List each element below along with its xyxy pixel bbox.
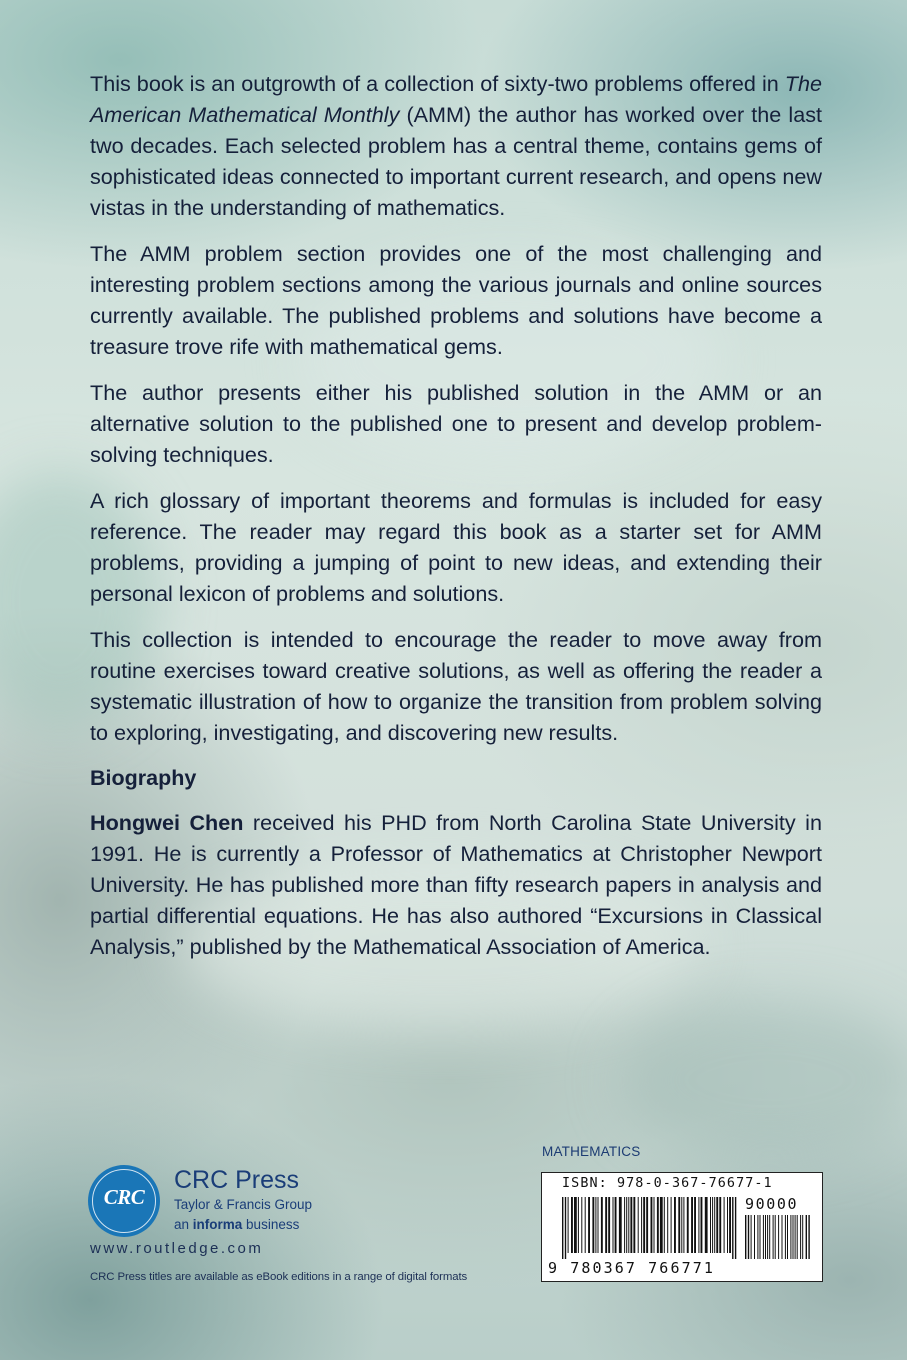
biography-heading: Biography — [90, 766, 197, 790]
journal-title: The American Mathematical Monthly — [90, 71, 822, 127]
barcode-bar — [701, 1197, 703, 1253]
author-name: Hongwei Chen — [90, 810, 244, 835]
description-paragraph: A rich glossary of important theorems and formulas is included for easy reference. The reader may regard this book as a starter set for AMM problems, providing a jumping of point to new ideas, and extending their personal lexicon of problems and solutions. — [90, 488, 822, 606]
barcode-bar — [683, 1197, 684, 1253]
barcode-bar — [806, 1215, 807, 1259]
barcode-bar — [641, 1197, 642, 1253]
description-paragraph — [90, 68, 822, 223]
description-text — [90, 68, 822, 977]
barcode-bar — [793, 1215, 794, 1259]
description-text-run: This book is an outgrowth of a collection of sixty-two problems offered in — [90, 71, 785, 96]
barcode-bar — [782, 1215, 783, 1259]
barcode-bar — [745, 1215, 746, 1259]
barcode-bar — [646, 1197, 648, 1253]
background-stone — [620, 1000, 907, 1160]
barcode-bar — [790, 1215, 791, 1259]
barcode-bar — [681, 1197, 682, 1253]
barcode-bar — [754, 1215, 755, 1259]
barcode-bar — [643, 1197, 645, 1253]
barcode-bar — [651, 1197, 653, 1253]
barcode-bar — [712, 1197, 713, 1253]
barcode-bar — [664, 1197, 665, 1253]
barcode-bar — [588, 1197, 590, 1253]
barcode-bar — [601, 1197, 603, 1253]
ean-number: 9 780367 766771 — [548, 1259, 715, 1277]
barcode-bar — [568, 1197, 569, 1253]
barcode-bar — [698, 1197, 699, 1253]
publisher-name: CRC Press — [174, 1166, 300, 1194]
barcode-bar — [574, 1197, 577, 1253]
barcode-bar — [571, 1197, 573, 1253]
barcode-bar — [608, 1197, 610, 1253]
barcode-bar — [735, 1197, 736, 1259]
barcode-bar — [578, 1197, 579, 1253]
barcode-bar — [748, 1215, 749, 1259]
barcode-bar — [598, 1197, 599, 1253]
barcode-bar — [585, 1197, 586, 1253]
barcode-bar — [678, 1197, 680, 1253]
barcode-bar — [687, 1197, 689, 1253]
barcode-bar — [671, 1197, 672, 1253]
barcode-bar — [691, 1197, 693, 1253]
description-text-run: (AMM) the author has worked over the last two decades. Each selected problem has a central theme, contains gems of sophisticated ideas connected to important current research, and opens new vistas in the understanding of mathematics. — [90, 102, 822, 220]
barcode-bar — [719, 1197, 721, 1253]
barcode-bar — [657, 1197, 659, 1253]
isbn-label: ISBN: 978-0-367-76677-1 — [562, 1176, 773, 1191]
description-paragraph: The AMM problem section provides one of the most challenging and interesting problem sections among the various journals and online sources currently available. The published problems and solutions have become a treasure trove rife with mathematical gems. — [90, 241, 822, 359]
barcode-bar — [716, 1197, 718, 1253]
business-prefix: an — [174, 1217, 193, 1232]
business-brand: informa — [192, 1217, 243, 1232]
addon-barcode-bars — [745, 1215, 813, 1259]
barcode-bar — [667, 1197, 668, 1253]
ean-barcode-bars — [562, 1197, 738, 1259]
crc-logo-letters: CRC — [103, 1185, 145, 1209]
barcode-bar — [619, 1197, 622, 1253]
barcode-bar — [581, 1197, 582, 1253]
barcode-bar — [710, 1197, 711, 1253]
barcode-bar — [714, 1197, 715, 1253]
biography-paragraph — [90, 807, 822, 962]
barcode-bar — [775, 1215, 776, 1259]
barcode-bar — [613, 1197, 614, 1253]
barcode-bar — [705, 1197, 708, 1253]
barcode-bar — [615, 1197, 617, 1253]
barcode-bar — [778, 1215, 779, 1259]
barcode-bar — [763, 1215, 764, 1259]
barcode-bar — [694, 1197, 696, 1253]
barcode-bar — [628, 1197, 629, 1253]
barcode-bar — [660, 1197, 663, 1253]
barcode-bar — [787, 1215, 788, 1259]
barcode-bar — [729, 1197, 731, 1253]
barcode-bar — [732, 1197, 733, 1259]
barcode-bar — [751, 1215, 752, 1259]
barcode-bar — [800, 1215, 801, 1259]
description-paragraph: This collection is intended to encourage the reader to move away from routine exercises toward creative solutions, as well as offering the reader a systematic illustration of how to organize the transition from problem solving to exploring, investigating, and discovering new results. — [90, 627, 822, 745]
barcode-bar — [565, 1197, 566, 1259]
biography-text: received his PHD from North Carolina State University in 1991. He is currently a Professor of Mathematics at Christopher Newport University. He has published more than fifty research papers in analysis and partial differential equations. He has also authored “Excursions in Classical Analysis,” published by the Mathematical Association of America. — [90, 810, 822, 959]
isbn-barcode — [541, 1172, 823, 1282]
price-addon-number: 90000 — [745, 1195, 799, 1213]
barcode-bar — [638, 1197, 639, 1253]
barcode-bar — [773, 1215, 774, 1259]
barcode-bar — [785, 1215, 786, 1259]
barcode-bar — [808, 1215, 809, 1259]
barcode-bar — [760, 1215, 761, 1259]
description-paragraph: The author presents either his published solution in the AMM or an alternative solution to the published one to present and develop problem-solving techniques. — [90, 380, 822, 467]
barcode-bar — [727, 1197, 728, 1253]
barcode-bar — [605, 1197, 607, 1253]
barcode-bar — [795, 1215, 796, 1259]
publisher-website[interactable]: www.routledge.com — [90, 1240, 264, 1257]
barcode-bar — [626, 1197, 627, 1253]
barcode-bar — [802, 1215, 803, 1259]
barcode-bar — [769, 1215, 770, 1259]
publisher-business — [174, 1217, 299, 1233]
barcode-bar — [765, 1215, 766, 1259]
ebook-note: CRC Press titles are available as eBook editions in a range of digital formats — [90, 1271, 468, 1283]
barcode-bar — [595, 1197, 596, 1253]
publisher-group: Taylor & Francis Group — [174, 1197, 313, 1212]
barcode-bar — [767, 1215, 768, 1259]
barcode-bar — [654, 1197, 655, 1253]
barcode-bar — [562, 1197, 563, 1259]
barcode-bar — [630, 1197, 632, 1253]
barcode-bar — [633, 1197, 635, 1253]
barcode-bar — [757, 1215, 758, 1259]
business-suffix: business — [242, 1217, 300, 1232]
barcode-bar — [724, 1197, 725, 1253]
barcode-bar — [592, 1197, 594, 1253]
barcode-bar — [624, 1197, 625, 1253]
subject-label: MATHEMATICS — [542, 1144, 641, 1159]
barcode-bar — [674, 1197, 676, 1253]
barcode-bar — [797, 1215, 798, 1259]
